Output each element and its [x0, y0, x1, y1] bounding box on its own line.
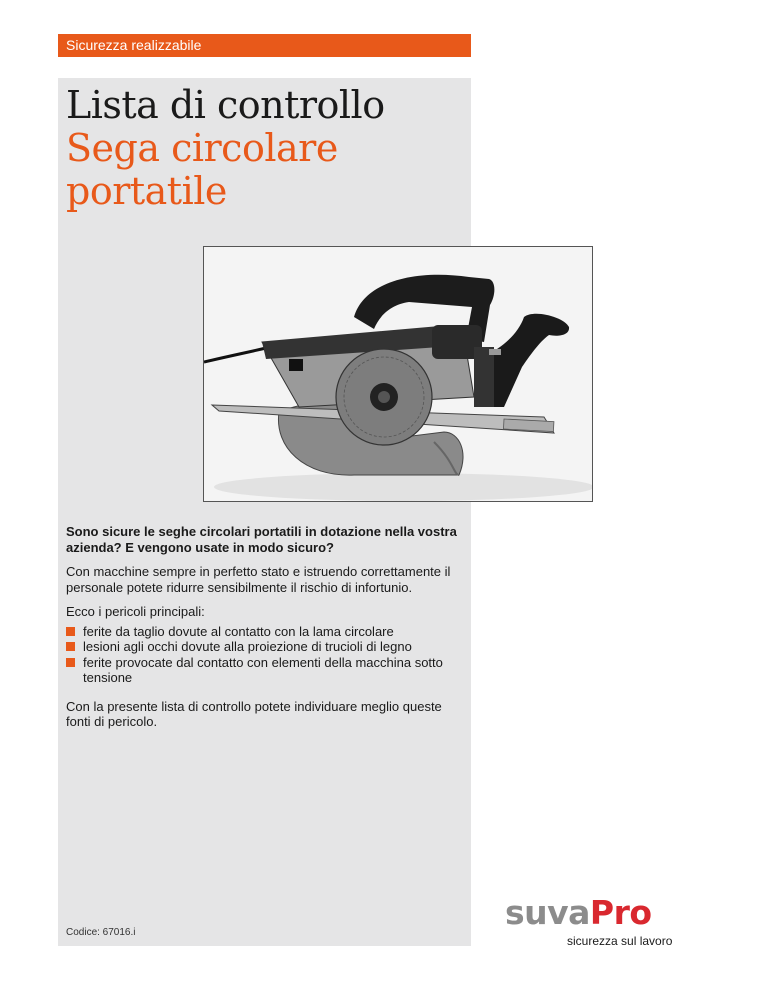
page-title [66, 84, 466, 213]
title-line-2: Sega circolare [66, 126, 338, 170]
circular-saw-illustration [204, 247, 592, 501]
bullet-square-icon [66, 627, 75, 636]
list-item [66, 655, 466, 686]
danger-text: ferite provocate dal contatto con elementi della macchina sotto tensione [83, 654, 443, 685]
suvapro-logo [505, 894, 705, 954]
logo-wordmark [505, 894, 705, 932]
dangers-list [66, 624, 466, 686]
document-code: Codice: 67016.i [66, 927, 136, 938]
category-banner: Sicurezza realizzabile [58, 34, 471, 57]
title-line-1: Lista di controllo [66, 83, 385, 127]
logo-pro: Pro [589, 893, 652, 932]
title-line-3: portatile [66, 169, 227, 213]
danger-text: lesioni agli occhi dovute alla proiezione di trucioli di legno [83, 639, 412, 654]
bullet-square-icon [66, 642, 75, 651]
list-item [66, 639, 466, 655]
closing-paragraph: Con la presente lista di controllo potete individuare meglio queste fonti di pericolo. [66, 698, 442, 729]
danger-text: ferite da taglio dovute al contatto con la lama circolare [83, 623, 394, 639]
intro-text [66, 524, 466, 739]
logo-suva: suva [505, 893, 590, 932]
list-item [66, 624, 466, 640]
logo-tagline: sicurezza sul lavoro [567, 934, 673, 948]
dangers-heading: Ecco i pericoli principali: [66, 604, 205, 619]
circular-saw-photo [203, 246, 593, 502]
bullet-square-icon [66, 658, 75, 667]
lead-question: Sono sicure le seghe circolari portatili in dotazione nella vostra azienda? E vengono usate in modo sicuro? [66, 524, 457, 555]
intro-paragraph: Con macchine sempre in perfetto stato e istruendo correttamente il personale potete ridurre sensibilmente il rischio di infortunio. [66, 564, 451, 595]
